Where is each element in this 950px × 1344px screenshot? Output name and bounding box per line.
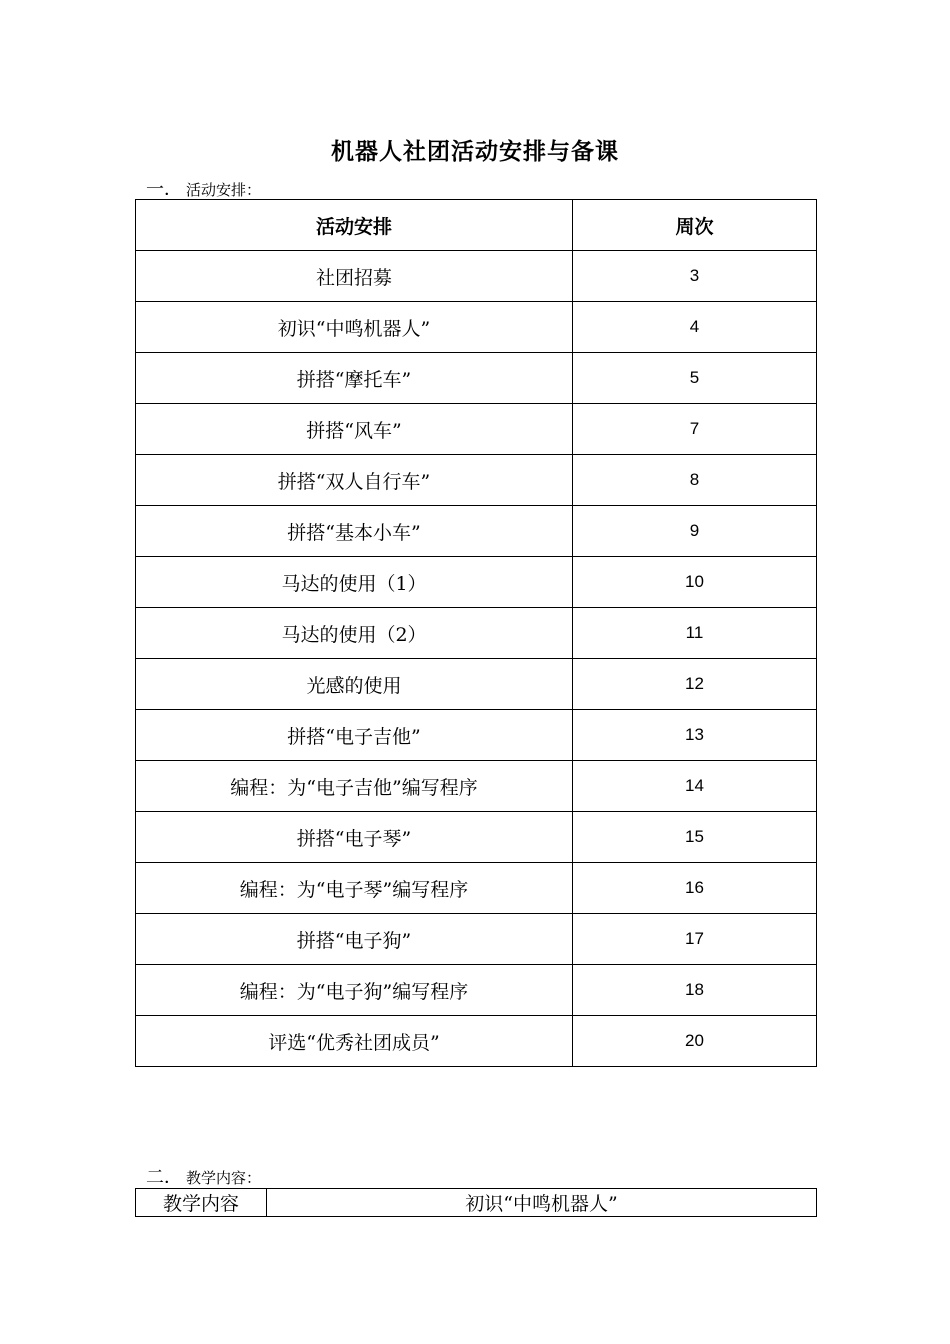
schedule-table-body [136,251,817,1067]
section-number: 二． [146,1167,182,1188]
section-number: 一． [146,179,182,200]
table-row [136,1189,817,1217]
table-row [136,659,817,710]
table-row [136,863,817,914]
activity-cell: 拼搭“电子吉他” [136,710,573,761]
activity-cell: 光感的使用 [136,659,573,710]
activity-cell: 社团招募 [136,251,573,302]
activity-cell: 马达的使用（2） [136,608,573,659]
teaching-content-table [135,1188,817,1217]
column-header-activity: 活动安排 [136,200,573,251]
week-cell: 15 [573,812,817,863]
table-row [136,710,817,761]
activity-cell: 拼搭“基本小车” [136,506,573,557]
week-cell: 12 [573,659,817,710]
table-row [136,455,817,506]
table-row [136,608,817,659]
week-cell: 5 [573,353,817,404]
activity-cell: 拼搭“电子狗” [136,914,573,965]
week-cell: 14 [573,761,817,812]
table-header-row [136,200,817,251]
section-heading-schedule [146,175,261,201]
schedule-table [135,199,817,1067]
table-row [136,302,817,353]
week-cell: 17 [573,914,817,965]
table-row [136,761,817,812]
table-row [136,914,817,965]
table-row [136,251,817,302]
activity-cell: 编程：为“电子狗”编写程序 [136,965,573,1016]
table-row [136,506,817,557]
week-cell: 18 [573,965,817,1016]
table-row [136,557,817,608]
week-cell: 4 [573,302,817,353]
activity-cell: 拼搭“双人自行车” [136,455,573,506]
section-label: 教学内容： [186,1169,262,1187]
week-cell: 16 [573,863,817,914]
activity-cell: 拼搭“电子琴” [136,812,573,863]
section-label: 活动安排： [186,181,262,199]
week-cell: 11 [573,608,817,659]
activity-cell: 拼搭“风车” [136,404,573,455]
table-row [136,1016,817,1067]
table-row [136,812,817,863]
week-cell: 20 [573,1016,817,1067]
week-cell: 3 [573,251,817,302]
week-cell: 9 [573,506,817,557]
activity-cell: 初识“中鸣机器人” [136,302,573,353]
table-row [136,404,817,455]
week-cell: 8 [573,455,817,506]
content-value-cell: 初识“中鸣机器人” [267,1189,817,1217]
table-row [136,965,817,1016]
week-cell: 10 [573,557,817,608]
content-label-cell: 教学内容 [136,1189,267,1217]
activity-cell: 编程：为“电子琴”编写程序 [136,863,573,914]
table-row [136,353,817,404]
document-title: 机器人社团活动安排与备课 [331,139,619,165]
week-cell: 13 [573,710,817,761]
column-header-week: 周次 [573,200,817,251]
activity-cell: 编程：为“电子吉他”编写程序 [136,761,573,812]
week-cell: 7 [573,404,817,455]
section-heading-content [146,1163,261,1189]
activity-cell: 拼搭“摩托车” [136,353,573,404]
activity-cell: 评选“优秀社团成员” [136,1016,573,1067]
activity-cell: 马达的使用（1） [136,557,573,608]
